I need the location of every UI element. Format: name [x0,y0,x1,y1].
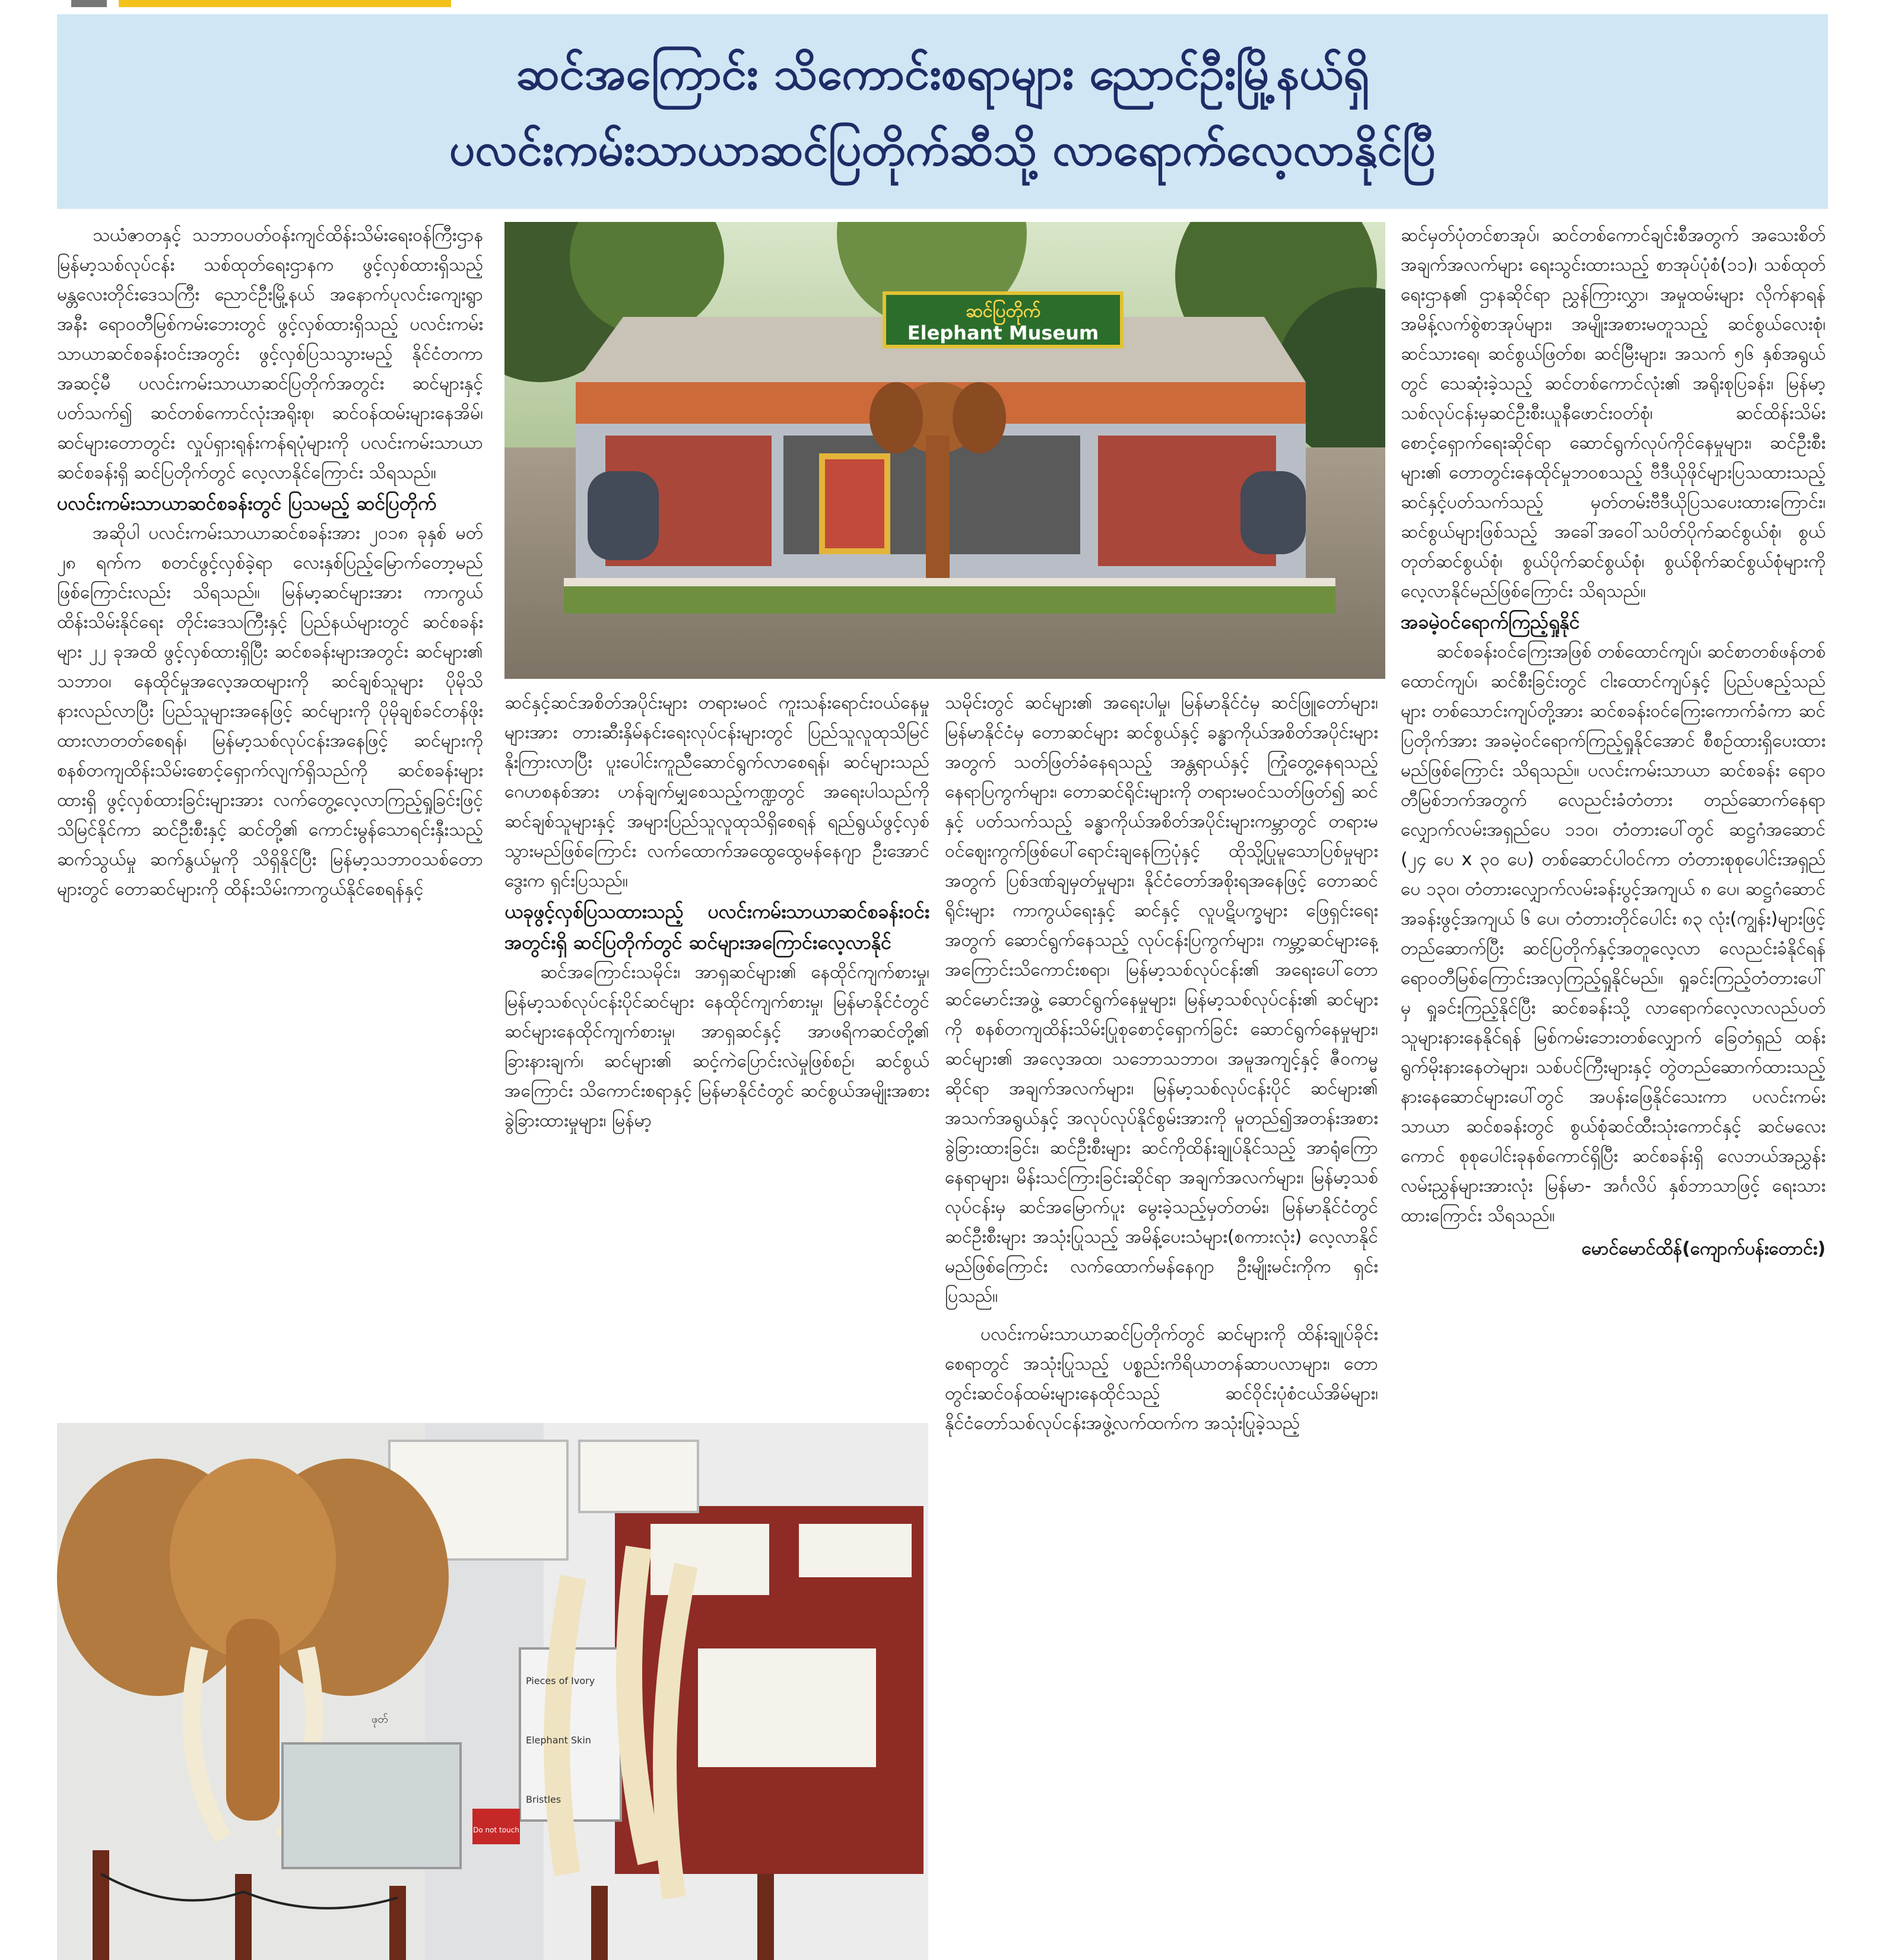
col1-subheading: ပလင်းကမ်းသာယာဆင်စခန်းတွင် ပြသမည့် ဆင်ပြတိုက် [57,492,437,514]
museum-sign-english: Elephant Museum [907,322,1099,344]
label-do-not-touch: Do not touch [473,1826,519,1834]
gray-block [71,0,107,7]
headline-line-1: ဆင်အကြောင်း သိကောင်းစရာများ ညောင်ဦးမြို့နယ်ရှိ [516,47,1369,100]
col1-paragraph-1: သယံဇာတနှင့် သဘာဝပတ်ဝန်းကျင်ထိန်းသိမ်းရေးဝန်ကြီးဌာန မြန်မာ့သစ်လုပ်ငန်း သစ်ထုတ်ရေးဌာနက ဖွင့်လှစ်ထားရှိသည့် မန္တလေးတိုင်းဒေသကြီး ညောင်ဦးမြို့နယ် အနောက်ပုလင်းကျေးရွာအနီး ရောဝတီမြစ်ကမ်းဘေးတွင် ဖွင့်လှစ်ထားရှိသည့် ပလင်းကမ်းသာယာဆင်စခန်းဝင်းအတွင်း ဖွင့်လှစ်ပြသသွားမည့် နိုင်ငံတကာအဆင့်မီ ပလင်းကမ်းသာယာဆင်ပြတိုက်အတွင်း ဆင်များနှင့်ပတ်သက်၍ ဆင်တစ်ကောင်လုံးအရိုးစု၊ ဆင်ဝန်ထမ်းများနေအိမ်၊ ဆင်များတောတွင်း လှုပ်ရှားရုန်းကန်ရပုံများကို ပလင်းကမ်းသာယာဆင်စခန်းရှိ ဆင်ပြတိုက်တွင် လေ့လာနိုင်ကြောင်း သိရသည်။ [57,225,483,483]
column-2-text [504,688,929,1400]
col3-paragraph-1: သမိုင်းတွင် ဆင်များ၏ အရေးပါမှု၊ မြန်မာနိုင်ငံမှ ဆင်ဖြူတော်များ၊ မြန်မာနိုင်ငံမှ တောဆင်များ ဆင်စွယ်နှင့် ခန္ဓာကိုယ်အစိတ်အပိုင်းများအတွက် သတ်ဖြတ်ခံနေရသည့် အန္တရာယ်နှင့် ကြုံတွေ့နေရသည့် နေရာပြကွက်များ၊ တောဆင်ရိုင်းများကို တရားမဝင်သတ်ဖြတ်၍ ဆင်နှင့် ပတ်သက်သည့် ခန္ဓာကိုယ်အစိတ်အပိုင်းများကမ္ဘာတွင် တရားမဝင်ဈေးကွက်ဖြစ်ပေါ်ရောင်းချနေကြပုံနှင့် ထိုသို့ပြုမူသောပြစ်မှုများအတွက် ပြစ်ဒဏ်ချမှတ်မှုများ၊ နိုင်ငံတော်အစိုးရအနေဖြင့် တောဆင်ရိုင်းများ ကာကွယ်ရေးနှင့် ဆင်နှင့် လူပဋိပက္ခများ ဖြေရှင်းရေးအတွက် ဆောင်ရွက်နေသည့် လုပ်ငန်းပြကွက်များ၊ ကမ္ဘာ့ဆင်များနေ့အကြောင်းသိကောင်းစရာ၊ မြန်မာ့သစ်လုပ်ငန်း၏ အရေးပေါ်တောဆင်မောင်းအဖွဲ့ ဆောင်ရွက်နေမှုများ၊ မြန်မာ့သစ်လုပ်ငန်း၏ ဆင်များကို စနစ်တကျထိန်းသိမ်းပြုစုစောင့်ရှောက်ခြင်း ဆောင်ရွက်နေမှုများ၊ ဆင်များ၏ အလေ့အထ၊ သဘောသဘာဝ၊ အမူအကျင့်နှင့် ဇီဝကမ္မဆိုင်ရာ အချက်အလက်များ၊ မြန်မာ့သစ်လုပ်ငန်းပိုင် ဆင်များ၏ အသက်အရွယ်နှင့် အလုပ်လုပ်နိုင်စွမ်းအားကို မူတည်၍အတန်းအစားခွဲခြားထားခြင်း၊ ဆင်ဦးစီးများ ဆင်ကိုထိန်းချုပ်နိုင်သည့် အာရုံကြောနေရာများ၊ မိန်းသင်ကြားခြင်းဆိုင်ရာ အချက်အလက်များ၊ မြန်မာ့သစ်လုပ်ငန်းမှ ဆင်အမြောက်ပူး မွေးခဲ့သည့်မှတ်တမ်း၊ မြန်မာနိုင်ငံတွင် ဆင်ဦးစီးများ အသုံးပြုသည့် အမိန့်ပေးသံများ(စကားလုံး) လေ့လာနိုင်မည်ဖြစ်ကြောင်း လက်ထောက်မန်နေဂျာ ဦးမျိုးမင်းကိုက ရှင်းပြသည်။ [945,692,1378,1307]
column-3-text [945,688,1378,1952]
col4-subheading: အခမဲ့ဝင်ရောက်ကြည့်ရှုနိုင် [1401,611,1580,633]
col4-paragraph-2: ဆင်စခန်းဝင်ကြေးအဖြစ် တစ်ထောင်ကျပ်၊ ဆင်စာတစ်ဖန်တစ်ထောင်ကျပ်၊ ဆင်စီးခြင်းတွင် ငါးထောင်ကျပ်နှင့် ပြည်ပဧည့်သည်များ တစ်သောင်းကျပ်တို့အား ဆင်စခန်းဝင်ကြေးကောက်ခံကာ ဆင်ပြတိုက်အား အခမဲ့ဝင်ရောက်ကြည့်ရှုနိုင်အောင် စီစဉ်ထားရှိပေးထားမည်ဖြစ်ကြောင်း သိရသည်။ ပလင်းကမ်းသာယာ ဆင်စခန်း ရောဝတီမြစ်ဘက်အတွက် လေညင်းခံတံတား တည်ဆောက်နေရာ လျှောက်လမ်းအရှည်ပေ ၁၁၀၊ တံတားပေါ်တွင် ဆဋ္ဌဂံအဆောင် (၂၄ ပေ x ၃၀ ပေ) တစ်ဆောင်ပါဝင်ကာ တံတားစုစုပေါင်းအရှည်ပေ ၁၃၀၊ တံတားလျှောက်လမ်းခန်းပွင့်အကျယ် ၈ ပေ၊ ဆဋ္ဌဂံဆောင်အခန်းဖွင့်အကျယ် ၆ ပေ၊ တံတားတိုင်ပေါင်း ၈၃ လုံး(ကျွန်း)များဖြင့် တည်ဆောက်ပြီး ဆင်ပြတိုက်နှင့်အတူလေ့လာ လေညင်းခံနိုင်ရန် ရောဝတီမြစ်ကြောင်းအလှကြည့်ရှုနိုင်မည်။ ရှုခင်းကြည့်တံတားပေါ်မှ ရှုခင်းကြည့်နိုင်ပြီး ဆင်စခန်းသို့ လာရောက်လေ့လာလည်ပတ်သူများနားနေနိုင်ရန် မြစ်ကမ်းဘေးတစ်လျှောက် ခြေတံရှည် ထန်းရွက်မိုးနားနေတဲများ၊ သစ်ပင်ကြီးများနှင့် တွဲတည်ဆောက်ထားသည့် နားနေဆောင်များပေါ်တွင် အပန်းဖြေနိုင်သေးကာ ပလင်းကမ်းသာယာ ဆင်စခန်းတွင် စွယ်စုံဆင်ထီးသုံးကောင်နှင့် ဆင်မလေးကောင် စုစုပေါင်းခုနစ်ကောင်ရှိပြီး ဆင်စခန်းရှိ လေဘယ်အညွှန်းလမ်းညွှန်များအားလုံး မြန်မာ- အင်္ဂလိပ် နှစ်ဘာသာဖြင့် ရေးသားထားကြောင်း သိရသည်။ [1401,641,1826,1226]
col2-paragraph-1: ဆင်နှင့်ဆင်အစိတ်အပိုင်းများ တရားမဝင် ကူးသန်းရောင်းဝယ်နေမှုများအား တားဆီးနှိမ်နင်းရေးလုပ်ငန်းများတွင် ပြည်သူလူထုသိမြင်နိုးကြားလာပြီး ပူးပေါင်းကူညီဆောင်ရွက်လာစေရန်၊ ဆင်များသည် ဂေဟစနစ်အား ဟန်ချက်မျှစေသည့်ကဏ္ဍတွင် အရေးပါသည်ကို ဆင်ချစ်သူများနှင့် အများပြည်သူလူထုသိရှိစေရန် ရည်ရွယ်ဖွင့်လှစ်သွားမည်ဖြစ်ကြောင်း လက်ထောက်အထွေထွေမန်နေဂျာ ဦးအောင်ဒွေးက ရှင်းပြသည်။ [504,692,929,891]
col3-paragraph-2: ပလင်းကမ်းသာယာဆင်ပြတိုက်တွင် ဆင်များကို ထိန်းချုပ်ခိုင်းစေရာတွင် အသုံးပြုသည့် ပစ္စည်းကိရိယာတန်ဆာပလာများ၊ တောတွင်းဆင်ဝန်ထမ်းများနေထိုင်သည့် ဆင်ဝိုင်းပုံစံငယ်အိမ်များ၊ နိုင်ငံတော်သစ်လုပ်ငန်းအဖွဲ့လက်ထက်က အသုံးပြုခဲ့သည့် [945,1324,1378,1434]
museum-exterior-photo [504,222,1385,679]
column-1-text [57,221,483,1408]
col4-paragraph-1: ဆင်မှတ်ပုံတင်စာအုပ်၊ ဆင်တစ်ကောင်ချင်းစီအတွက် အသေးစိတ်အချက်အလက်များ ရေးသွင်းထားသည့် စာအုပ်ပုံစံ(၁၁)၊ သစ်ထုတ်ရေးဌာန၏ ဌာနဆိုင်ရာ ညွှန်ကြားလွှာ၊ အမှုထမ်းများ လိုက်နာရန် အမိန့်လက်စွဲစာအုပ်များ၊ အမျိုးအစားမတူသည့် ဆင်စွယ်လေးစုံ၊ ဆင်သားရေ၊ ဆင်စွယ်ဖြတ်စ၊ ဆင်မြီးများ၊ အသက် ၅၆ နှစ်အရွယ်တွင် သေဆုံးခဲ့သည့် ဆင်တစ်ကောင်လုံး၏ အရိုးစုပြခန်း၊ မြန်မာ့သစ်လုပ်ငန်းမှဆင်ဦးစီးယူနီဖောင်းဝတ်စုံ၊ ဆင်ထိန်းသိမ်းစောင့်ရှောက်ရေးဆိုင်ရာ ဆောင်ရွက်လုပ်ကိုင်နေမှုများ၊ ဆင်ဦးစီးများ၏ တောတွင်းနေထိုင်မှုဘဝစသည့် ဗီဒီယိုဖိုင်များပြသထားသည့် ဆင်နှင့်ပတ်သက်သည့် မှတ်တမ်းဗီဒီယိုပြသပေးထားကြောင်း၊ ဆင်စွယ်များဖြစ်သည့် အခေါ်အဝေါ်သပိတ်ပိုက်ဆင်စွယ်စုံ၊ စွယ်တုတ်ဆင်စွယ်စုံ၊ စွယ်ပိုက်ဆင်စွယ်စုံ၊ စွယ်စိုက်ဆင်စွယ်စုံများကို လေ့လာနိုင်မည်ဖြစ်ကြောင်း သိရသည်။ [1401,225,1826,602]
label-pieces-of-ivory: Pieces of Ivory [526,1675,595,1686]
column-4-text [1401,221,1826,1953]
label-photo-note: ဖုတ် [372,1713,388,1726]
col2-paragraph-2: ဆင်အကြောင်းသမိုင်း၊ အာရှဆင်များ၏ နေထိုင်ကျက်စားမှု၊ မြန်မာ့သစ်လုပ်ငန်းပိုင်ဆင်များ နေထိုင်ကျက်စားမှု၊ မြန်မာနိုင်ငံတွင် ဆင်များနေထိုင်ကျက်စားမှု၊ အာရှဆင်နှင့် အာဖရိကဆင်တို့၏ ခြားနားချက်၊ ဆင်များ၏ ဆင့်ကဲပြောင်းလဲမှုဖြစ်စဉ်၊ ဆင်စွယ်အကြောင်း သိကောင်းစရာနှင့် မြန်မာနိုင်ငံတွင် ဆင်စွယ်အမျိုးအစား ခွဲခြားထားမှုများ၊ မြန်မာ့ [504,962,929,1131]
top-color-bar [0,0,1885,7]
col1-paragraph-2: အဆိုပါ ပလင်းကမ်းသာယာဆင်စခန်းအား ၂၀၁၈ ခုနှစ် မတ် ၂၈ ရက်က စတင်ဖွင့်လှစ်ခဲ့ရာ လေးနှစ်ပြည့်မြောက်တော့မည်ဖြစ်ကြောင်းလည်း သိရသည်။ မြန်မာ့ဆင်များအား ကာကွယ်ထိန်းသိမ်းနိုင်ရေး တိုင်းဒေသကြီးနှင့် ပြည်နယ်များတွင် ဆင်စခန်းများ ၂၂ ခုအထိ ဖွင့်လှစ်ထားရှိပြီး ဆင်စခန်းများအတွင်း ဆင်များ၏ သဘာဝ၊ နေထိုင်မှုအလေ့အထများကို ဆင်ချစ်သူများ ပိုမိုသိနားလည်လာပြီး ပြည်သူများအနေဖြင့် ဆင်များကို ပိုမိုချစ်ခင်တန်ဖိုးထားလာတတ်စေရန်၊ မြန်မာ့သစ်လုပ်ငန်းအနေဖြင့် ဆင်များကို စနစ်တကျထိန်းသိမ်းစောင့်ရှောက်လျက်ရှိသည်ကို ဆင်စခန်းများထားရှိ ဖွင့်လှစ်ထားခြင်းများအား လက်တွေ့လေ့လာကြည့်ရှုခြင်းဖြင့် သိမြင်နိုင်ကာ ဆင်ဦးစီးနှင့် ဆင်တို့၏ ကောင်းမွန်သောရင်းနှီးသည့်ဆက်သွယ်မှု ဆက်နွယ်မှုကို သိရှိနိုင်ပြီး မြန်မာ့သဘာဝသစ်တောများတွင် တောဆင်များကို ထိန်းသိမ်းကာကွယ်နိုင်စေရန်နှင့် [57,523,483,900]
label-elephant-skin: Elephant Skin [526,1735,592,1746]
headline-banner [57,14,1828,209]
museum-sign-myanmar: ဆင်ပြတိုက် [965,301,1041,322]
headline-line-2: ပလင်းကမ်းသာယာဆင်ပြတိုက်ဆီသို့ လာရောက်လေ့လာနိုင်ပြီ [449,123,1436,176]
yellow-block [119,0,451,7]
byline: မောင်မောင်ထိန်(ကျောက်ပန်းတောင်း) [1581,1238,1826,1259]
museum-interior-photo [57,1423,928,1960]
label-bristles: Bristles [526,1794,561,1805]
col2-subheading: ယခုဖွင့်လှစ်ပြသထားသည့် ပလင်းကမ်းသာယာဆင်စခန်းဝင်းအတွင်းရှိ ဆင်ပြတိုက်တွင် ဆင်များအကြောင်းလေ့လာနိုင် [504,900,929,954]
